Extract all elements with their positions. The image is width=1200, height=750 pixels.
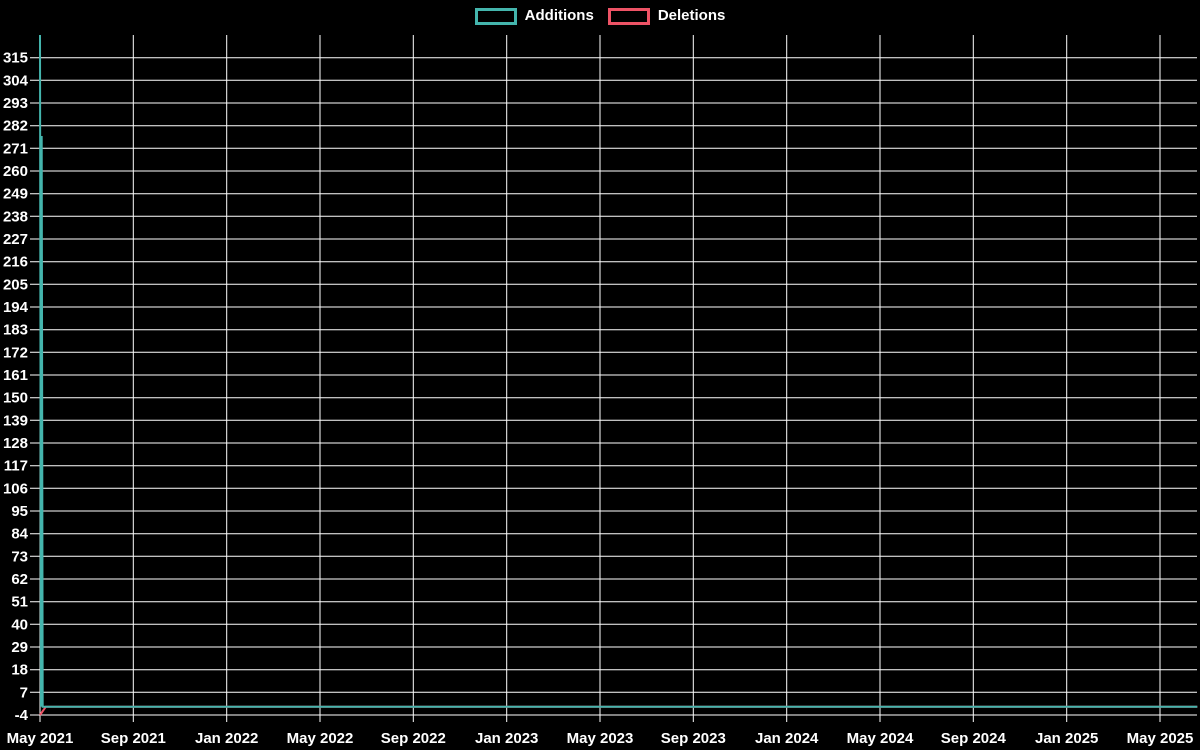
y-tick-label: 282 (2, 117, 28, 135)
y-tick-label: 18 (11, 661, 28, 679)
y-tick-label: -4 (14, 707, 28, 724)
x-tick-label: May 2021 (6, 730, 74, 747)
y-tick-label: 315 (2, 49, 28, 67)
y-tick-label: 194 (2, 299, 28, 316)
x-tick-label: May 2022 (286, 730, 354, 747)
x-tick-label: Jan 2025 (1035, 730, 1099, 747)
y-tick-label: 95 (11, 503, 28, 520)
legend-label-deletions: Deletions (657, 7, 726, 24)
y-tick-label: 172 (2, 344, 28, 362)
y-tick-label: 117 (3, 457, 28, 475)
additions-swatch-icon (475, 8, 517, 25)
y-tick-label: 139 (2, 412, 28, 430)
y-tick-label: 238 (2, 208, 28, 226)
chart-legend (0, 7, 1200, 25)
x-tick-label: Sep 2024 (940, 730, 1006, 747)
y-tick-label: 304 (2, 72, 28, 90)
y-tick-label: 29 (11, 639, 28, 656)
x-tick-label: Jan 2022 (195, 730, 259, 747)
x-tick-label: Jan 2024 (755, 730, 819, 747)
y-tick-label: 51 (11, 593, 28, 611)
y-tick-label: 73 (11, 548, 28, 566)
y-tick-label: 205 (2, 276, 28, 294)
y-tick-label: 260 (2, 163, 28, 180)
x-tick-label: May 2025 (1126, 730, 1194, 747)
y-tick-label: 106 (2, 480, 28, 498)
y-tick-label: 249 (2, 185, 28, 203)
y-tick-label: 271 (2, 140, 28, 158)
y-tick-label: 62 (11, 571, 28, 588)
y-tick-label: 128 (2, 435, 28, 452)
x-tick-label: Sep 2022 (380, 730, 446, 747)
x-tick-label: Jan 2023 (475, 730, 539, 747)
series-line-additions (40, 35, 1197, 707)
y-tick-label: 183 (2, 321, 28, 339)
deletions-swatch-icon (608, 8, 650, 25)
legend-item-additions (475, 7, 594, 25)
x-tick-label: Sep 2021 (100, 730, 166, 747)
y-tick-label: 216 (2, 253, 28, 271)
y-tick-label: 40 (11, 616, 28, 634)
x-tick-label: May 2024 (846, 730, 914, 747)
legend-label-additions: Additions (524, 7, 594, 24)
y-tick-label: 150 (2, 389, 28, 407)
y-tick-label: 7 (19, 684, 28, 702)
y-tick-label: 227 (2, 231, 28, 248)
y-tick-label: 84 (11, 525, 28, 543)
x-tick-label: Sep 2023 (660, 730, 726, 747)
series-line-deletions (40, 707, 1197, 715)
legend-item-deletions (608, 7, 726, 25)
y-tick-label: 293 (2, 95, 28, 112)
y-tick-label: 161 (2, 367, 28, 384)
x-tick-label: May 2023 (566, 730, 634, 747)
